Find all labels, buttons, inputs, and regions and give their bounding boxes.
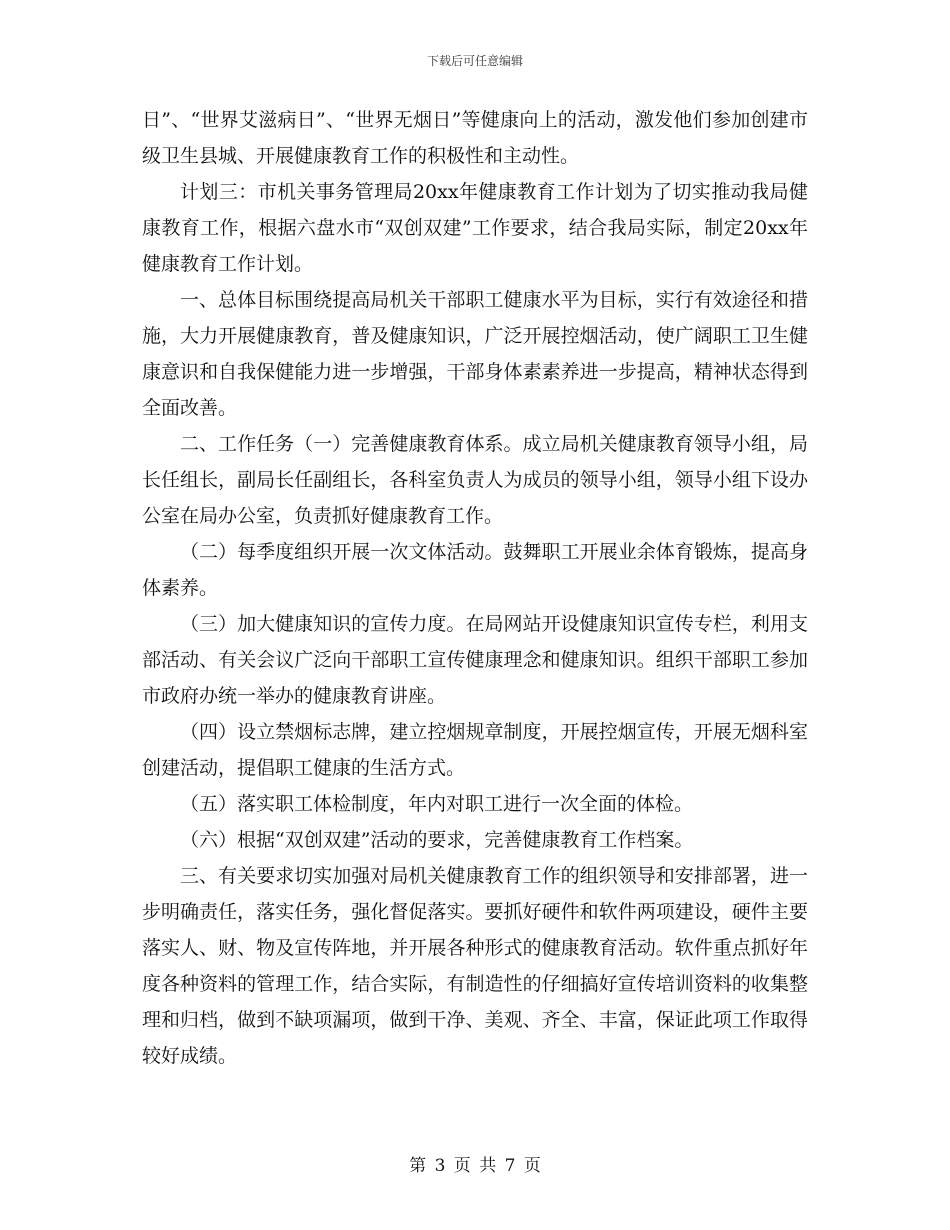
paragraph-task-six: （六）根据“双创双建”活动的要求，完善健康教育工作档案。	[180, 829, 694, 851]
paragraph-plan-three-intro: 计划三：市机关事务管理局20xx年健康教育工作计划为了切实推动我局健康教育工作，根据六盘水市“双创双建”工作要求，结合我局实际，制定20xx年健康教育工作计划。	[142, 181, 808, 275]
document-body	[142, 102, 808, 1074]
paragraph-overall-goal: 一、总体目标围绕提高局机关干部职工健康水平为目标，实行有效途径和措施，大力开展健康教育，普及健康知识，广泛开展控烟活动，使广阔职工卫生健康意识和自我保健能力进一步增强，干部身体素素养进一步提高，精神状态得到全面改善。	[142, 289, 808, 419]
paragraph-task-four: （四）设立禁烟标志牌，建立控烟规章制度，开展控烟宣传，开展无烟科室创建活动，提倡职工健康的生活方式。	[142, 721, 808, 779]
paragraph-continuation: 日”、“世界艾滋病日”、“世界无烟日”等健康向上的活动，激发他们参加创建市级卫生县城、开展健康教育工作的积极性和主动性。	[142, 109, 808, 167]
page-number: 第 3 页 共 7 页	[409, 1156, 541, 1176]
paragraph-task-two: （二）每季度组织开展一次文体活动。鼓舞职工开展业余体育锻炼，提高身体素养。	[142, 541, 808, 599]
page-header-note: 下载后可任意编辑	[426, 54, 523, 68]
paragraph-task-three: （三）加大健康知识的宣传力度。在局网站开设健康知识宣传专栏，利用支部活动、有关会议广泛向干部职工宣传健康理念和健康知识。组织干部职工参加市政府办统一举办的健康教育讲座。	[142, 613, 808, 707]
paragraph-task-one: 二、工作任务（一）完善健康教育体系。成立局机关健康教育领导小组，局长任组长，副局长任副组长，各科室负责人为成员的领导小组，领导小组下设办公室在局办公室，负责抓好健康教育工作。	[142, 433, 808, 527]
paragraph-requirements: 三、有关要求切实加强对局机关健康教育工作的组织领导和安排部署，进一步明确责任，落实任务，强化督促落实。要抓好硬件和软件两项建设，硬件主要落实人、财、物及宣传阵地，并开展各种形式的健康教育活动。软件重点抓好年度各种资料的管理工作，结合实际，有制造性的仔细搞好宣传培训资料的收集整理和归档，做到不缺项漏项，做到干净、美观、齐全、丰富，保证此项工作取得较好成绩。	[142, 865, 808, 1067]
paragraph-task-five: （五）落实职工体检制度，年内对职工进行一次全面的体检。	[180, 793, 694, 815]
